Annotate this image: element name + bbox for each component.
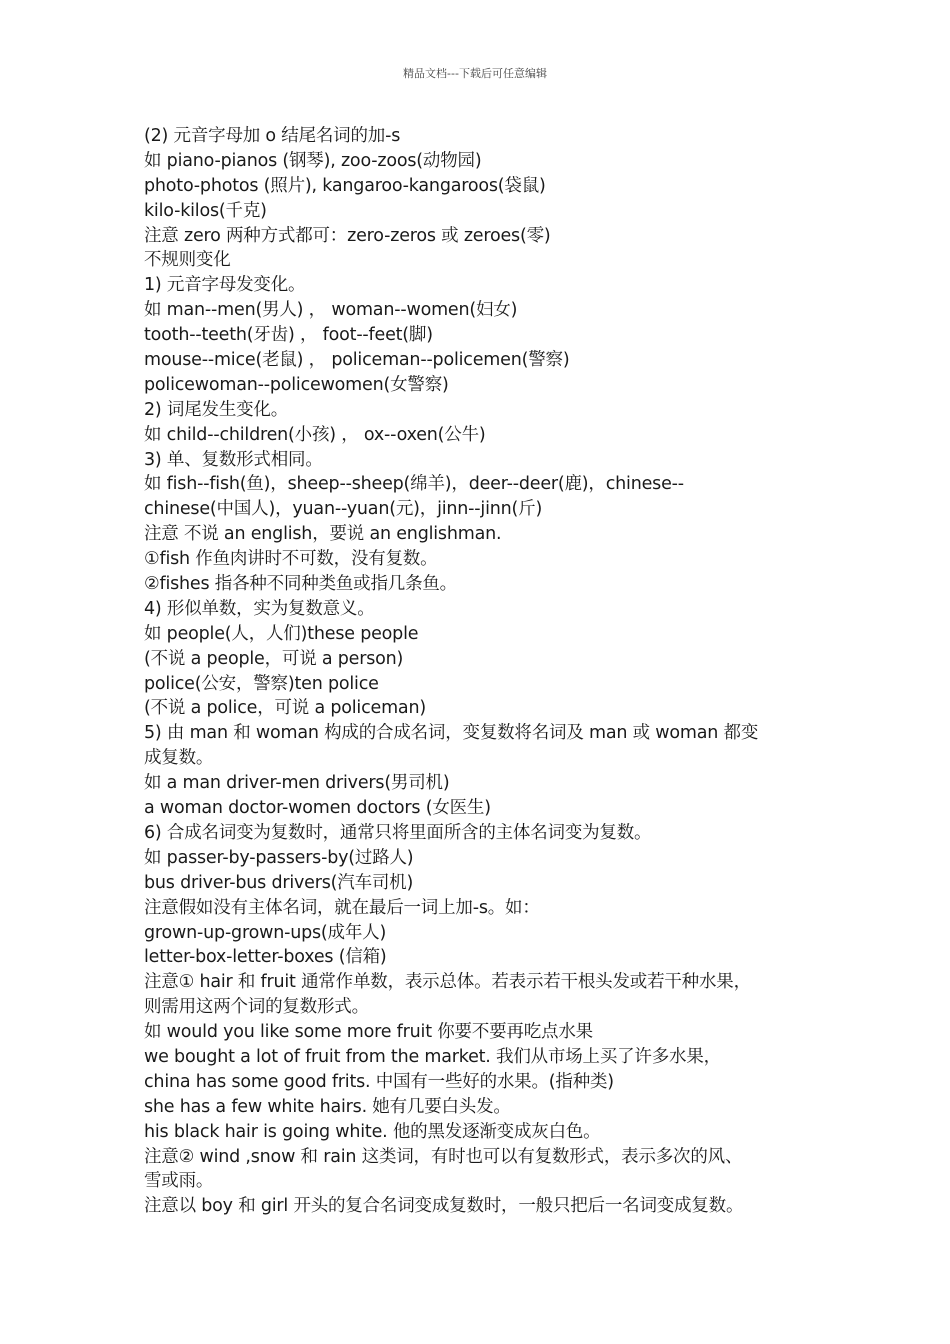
text-line: 如 would you like some more fruit 你要不要再吃点水果 [144,1022,593,1043]
text-line: (不说 a police，可说 a policeman) [144,698,426,719]
text-line: 则需用这两个词的复数形式。 [144,997,369,1018]
text-line: 如 fish--fish(鱼)，sheep--sheep(绵羊)，deer--deer(鹿)，chinese-- [144,474,684,495]
text-line: 如 a man driver-men drivers(男司机) [144,773,450,794]
text-line: 注意以 boy 和 girl 开头的复合名词变成复数时，一般只把后一名词变成复数。 [144,1196,744,1217]
text-line: 如 people(人，人们)these people [144,623,419,644]
text-line: (不说 a people，可说 a person) [144,648,404,669]
text-line: 注意① hair 和 fruit 通常作单数，表示总体。若表示若干根头发或若干种水果， [144,972,751,993]
text-line: 注意假如没有主体名词，就在最后一词上加-s。如： [144,897,540,918]
text-line: chinese(中国人)，yuan--yuan(元)，jinn--jinn(斤) [144,499,543,520]
document-body [144,124,824,1219]
text-line: 雪或雨。 [144,1171,214,1192]
text-line: (2) 元音字母加 o 结尾名词的加-s [144,126,401,146]
text-line: she has a few white hairs. 她有几要白头发。 [144,1096,511,1117]
text-line: 注意② wind ,snow 和 rain 这类词，有时也可以有复数形式，表示多次的风、 [144,1146,743,1167]
text-line: 3) 单、复数形式相同。 [144,449,323,470]
text-line: 1) 元音字母发变化。 [144,275,306,296]
text-line: 2) 词尾发生变化。 [144,399,289,420]
text-line: letter-box-letter-boxes (信箱) [144,947,387,968]
text-line: police(公安，警察)ten police [144,673,379,694]
text-line: policewoman--policewomen(女警察) [144,374,449,395]
text-line: 注意 zero 两种方式都可：zero-zeros 或 zeroes(零) [144,225,551,246]
text-line: china has some good frits. 中国有一些好的水果。(指种类) [144,1071,614,1092]
text-line: 5) 由 man 和 woman 构成的合成名词，变复数将名词及 man 或 woman 都变 [144,723,759,744]
text-line: ②fishes 指各种不同种类鱼或指几条鱼。 [144,574,457,595]
text-line: tooth--teeth(牙齿) ， foot--feet(脚) [144,325,433,346]
text-line: 如 man--men(男人) ， woman--women(妇女) [144,300,518,321]
text-line: bus driver-bus drivers(汽车司机) [144,872,414,893]
text-line: his black hair is going white. 他的黑发逐渐变成灰白色。 [144,1121,601,1142]
text-line: 不规则变化 [144,250,231,271]
text-line: grown-up-grown-ups(成年人) [144,922,387,943]
text-line: 6) 合成名词变为复数时，通常只将里面所含的主体名词变为复数。 [144,822,652,843]
text-line: photo-photos (照片), kangaroo-kangaroos(袋鼠) [144,175,546,196]
text-line: 如 child--children(小孩) ， ox--oxen(公牛) [144,424,486,445]
text-line: 成复数。 [144,748,214,769]
text-line: kilo-kilos(千克) [144,200,267,221]
text-line: 如 piano-pianos (钢琴), zoo-zoos(动物园) [144,150,482,171]
text-line: 注意 不说 an english，要说 an englishman. [144,524,502,545]
text-line: 4) 形似单数，实为复数意义。 [144,598,375,619]
text-line: ①fish 作鱼肉讲时不可数，没有复数。 [144,549,438,570]
text-line: a woman doctor-women doctors (女医生) [144,798,491,819]
text-line: mouse--mice(老鼠) ， policeman--policemen(警察) [144,350,570,371]
page-header: 精品文档---下载后可任意编辑 [403,67,547,80]
text-line: 如 passer-by-passers-by(过路人) [144,847,414,868]
text-line: we bought a lot of fruit from the market. 我们从市场上买了许多水果， [144,1046,721,1067]
